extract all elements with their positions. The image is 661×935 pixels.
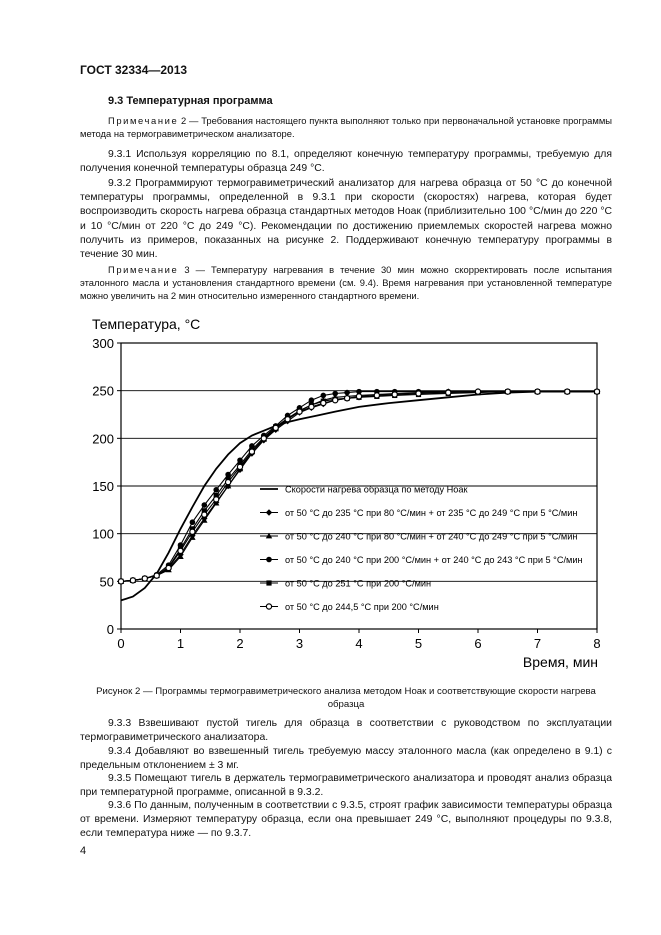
note-3-text: 3 — Температуру нагревания в течение 30 мин можно скорректировать после испытания эталонного масла и установления стандартного времени (см. 9.4). Время нагревания при установленной температуре можно увеличить на 2 мин относительно измеренного стандартного времени. [80,264,612,301]
x-tick-label: 5 [414,636,423,651]
data-point [178,548,183,553]
y-tick-label: 100 [92,526,114,542]
data-point [475,389,480,394]
y-tick-label: 0 [106,622,114,637]
legend-label: от 50 °С до 240 °С при 200 °С/мин + от 240 °С до 243 °С при 5 °С/мин [285,555,583,565]
x-tick-label: 7 [533,636,542,651]
data-point [356,394,361,399]
data-point [261,436,266,441]
data-point [273,425,278,430]
data-point [249,449,254,454]
y-axis-label: Температура, °С [92,316,201,332]
data-point [266,580,271,585]
legend [260,485,583,613]
x-tick-label: 8 [593,636,601,651]
data-point [213,487,219,493]
data-point [130,578,135,583]
legend-item-5 [260,579,431,589]
paragraph-9-3-6: 9.3.6 По данным, полученным в соответствии с 9.3.5, строят график зависимости температуры образца от времени. Измеряют температуру образца, если она превышает 249 °С, выполняют процедуры по 9.3.8, если температура ниже — по 9.3.7. [80,800,612,840]
legend-item-6 [260,602,439,612]
data-point [266,604,271,609]
data-point [297,409,302,414]
note-3-label: Примечание [108,264,179,275]
figure-caption: Рисунок 2 — Программы термогравиметрического анализа методом Ноак и соответствующие скорости нагрева образца [96,686,596,710]
data-point [202,512,207,517]
note-2 [80,114,612,140]
legend-item-2 [260,508,577,518]
data-point [535,389,540,394]
data-point [374,393,379,398]
legend-item-1 [260,485,469,495]
paragraph-9-3-3: 9.3.3 Взвешивают пустой тигель для образца в соответствии с руководством по эксплуатации термогравиметрического анализатора. [80,718,612,744]
data-point [190,519,196,525]
y-tick-label: 150 [92,479,114,494]
data-point [345,396,350,401]
section-title: 9.3 Температурная программа [108,95,273,107]
series-line [121,392,597,601]
y-tick-labels [92,336,114,637]
data-point [594,389,599,394]
data-point [565,389,570,394]
paragraph-9-3-4: 9.3.4 Добавляют во взвешенный тигель требуемую массу эталонного масла (как определено в 9.1) с предельным отклонением ± 3 мг. [80,746,612,772]
data-point [333,398,338,403]
x-axis-label: Время, мин [522,654,598,670]
data-point [142,576,147,581]
note-2-label: Примечание [108,115,179,126]
x-tick-labels [117,636,600,651]
note-2-text: 2 — Требования настоящего пункта выполняют только при первоначальной установке программы метода на термогравиметрическом анализаторе. [80,115,612,139]
legend-label: от 50 °С до 244,5 °С при 200 °С/мин [285,602,439,612]
paragraph-9-3-2: 9.3.2 Программируют термогравиметрический анализатор для нагрева образца от 50 °С до конечной температуры программы, определенной в 9.3.1 при скорости (скоростях) нагрева, которая будет воспроизводить скорость нагрева образца стандартных методов Ноак (приблизительно 100 °С/мин до 220 °С и 10 °С/мин от 220 °С до 249 °С). Рекомендации по достижению приемлемых скоростей нагрева можно получить из примеров, показанных на рисунке 2. Поддерживают конечную температуру программы в течение 30 мин. [80,178,612,261]
data-point [344,390,350,396]
data-point [321,393,327,399]
data-point [321,400,326,405]
x-tick-label: 1 [176,636,185,651]
legend-item-3 [260,532,577,542]
legend-label: от 50 °С до 240 °С при 80 °С/мин + от 240 °С до 249 °С при 5 °С/мин [285,531,578,542]
data-point [226,480,231,485]
x-tick-label: 6 [474,636,482,651]
data-point [190,529,195,534]
note-3 [80,263,612,302]
series-1 [121,392,597,601]
paragraph-9-3-1: 9.3.1 Используя корреляцию по 8.1, определяют конечную температуру программы, требуемую для получения конечной температуры образца 249 °С. [80,149,612,175]
data-point [309,397,315,403]
data-point [154,573,159,578]
y-tick-label: 50 [99,574,114,590]
data-point [166,565,171,570]
x-tick-label: 2 [236,636,244,651]
legend-label: от 50 °С до 235 °С при 80 °С/мин + от 235 °С до 249 °С при 5 °С/мин [285,508,578,518]
x-tick-label: 0 [117,636,125,651]
legend-item-4 [260,555,583,565]
x-tick-label: 3 [295,636,304,651]
legend-label: от 50 °С до 251 °С при 200 °С/мин [285,578,432,589]
temperature-chart [0,300,661,680]
data-point [332,391,338,397]
data-point [202,502,208,508]
y-tick-label: 250 [92,383,114,399]
data-point [118,579,123,584]
y-tick-label: 200 [92,431,114,447]
data-point [266,557,272,563]
data-point [237,464,242,469]
data-point [416,391,421,396]
document-header: ГОСТ 32334—2013 [80,63,188,77]
data-point [309,404,314,409]
y-tick-label: 300 [92,336,114,351]
data-point [446,390,451,395]
data-point [505,389,510,394]
data-point [266,509,272,515]
paragraph-9-3-5: 9.3.5 Помещают тигель в держатель термогравиметрического анализатора и проводят анализ образца при температурной программе, описанной в 9.3.2. [80,773,612,799]
x-tick-label: 4 [355,636,363,651]
data-point [285,417,290,422]
legend-label: Скорости нагрева образца по методу Ноак [285,484,468,495]
data-point [392,392,397,397]
page-number: 4 [80,845,87,857]
data-point [214,497,219,502]
